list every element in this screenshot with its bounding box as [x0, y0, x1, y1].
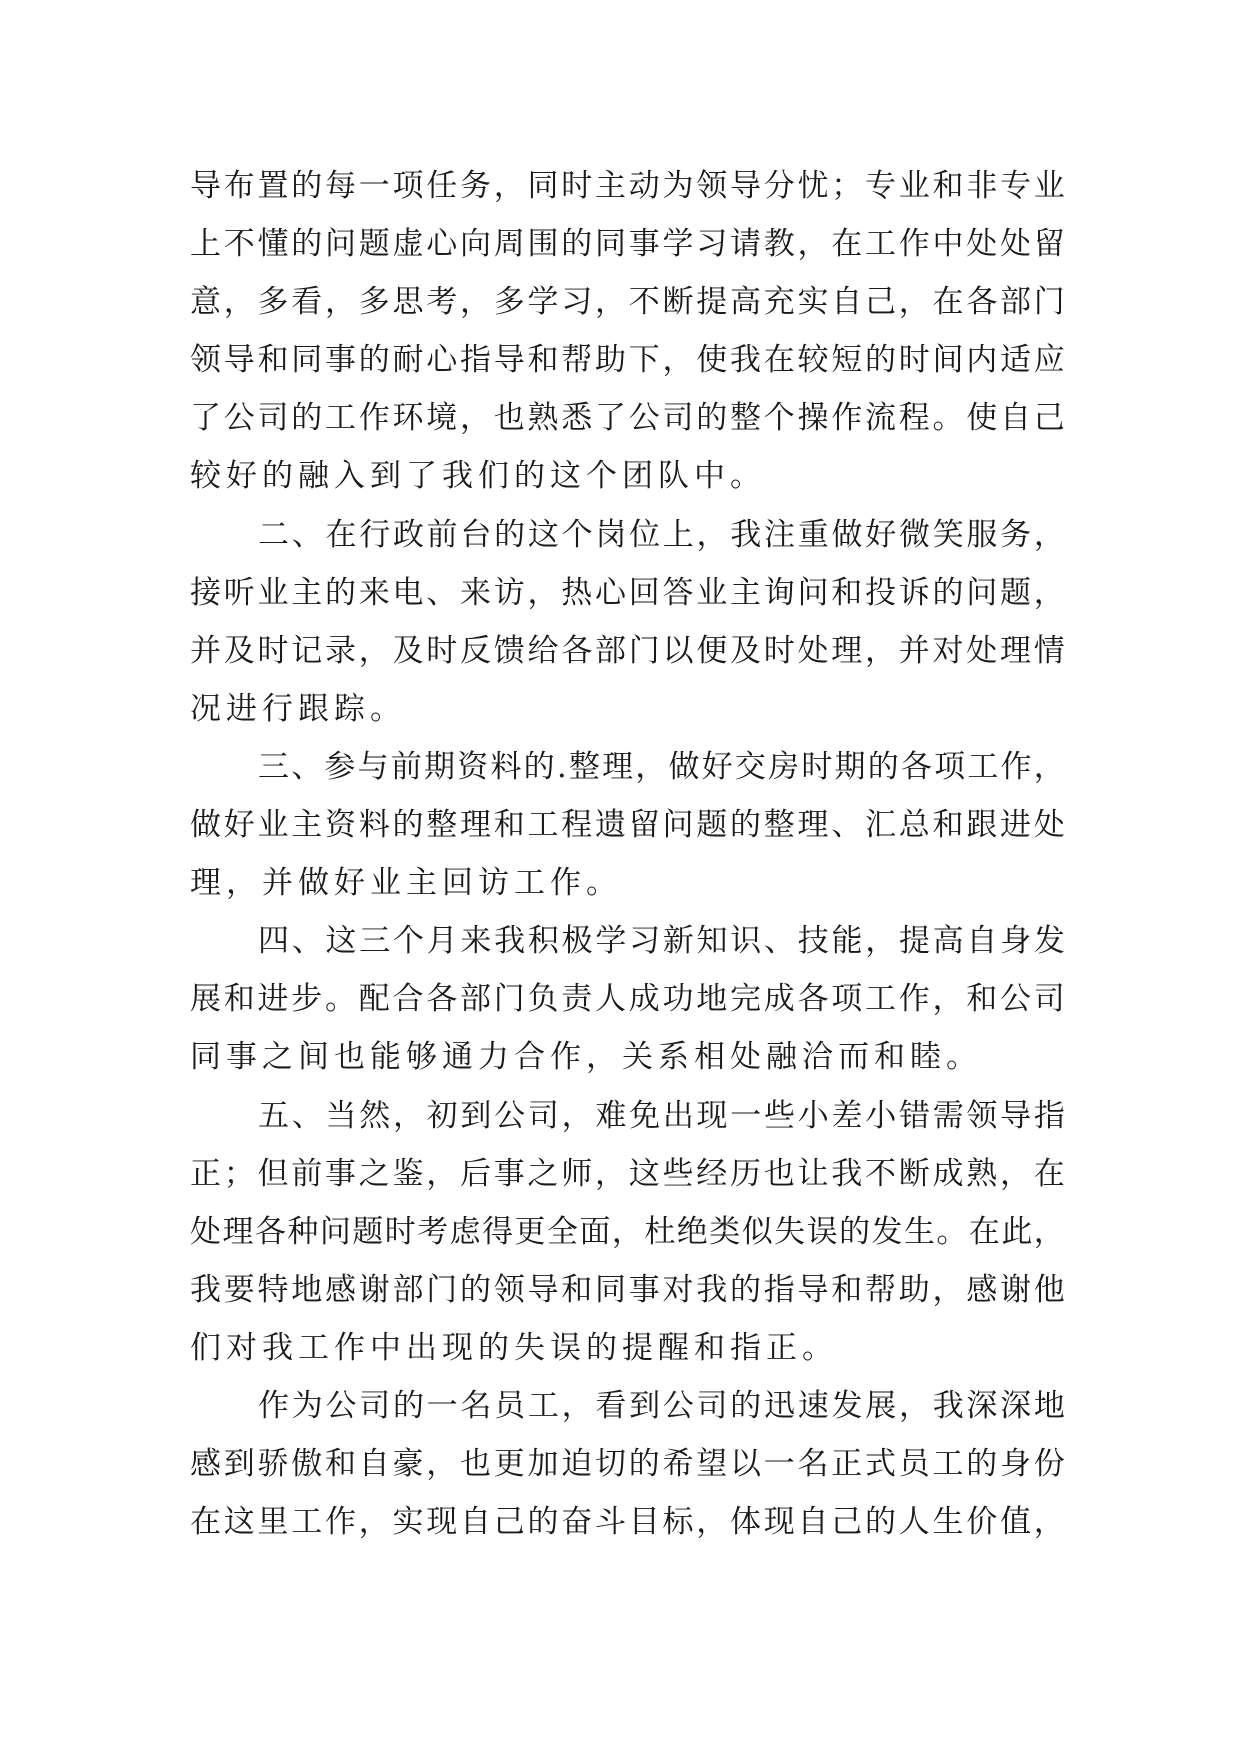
text-line: 们对我工作中出现的失误的提醒和指正。 — [190, 1329, 838, 1366]
text-line: 三 、 参 与 前 期 资 料 的 . 整 理 ， 做 好 交 房 时 期 的 各 项 工 作 ， — [258, 748, 1065, 785]
text-line: 理，并做好业主回访工作。 — [190, 865, 622, 902]
text-line: 我 要 特 地 感 谢 部 门 的 领 导 和 同 事 对 我 的 指 导 和 帮 助 ， 感 谢 他 — [190, 1271, 1065, 1308]
text-line: 二 、 在 行 政 前 台 的 这 个 岗 位 上 ， 我 注 重 做 好 微 笑 服 务 ， — [258, 516, 1065, 553]
text-line: 五 、 当 然 ， 初 到 公 司 ， 难 免 出 现 一 些 小 差 小 错 需 领 导 指 — [258, 1097, 1065, 1134]
text-line: 意 ， 多 看 ， 多 思 考 ， 多 学 习 ， 不 断 提 高 充 实 自 己 ， 在 各 部 门 — [190, 284, 1065, 321]
text-line: 上 不 懂 的 问 题 虚 心 向 周 围 的 同 事 学 习 请 教 ， 在 工 作 中 处 处 留 — [190, 226, 1065, 263]
text-line: 了 公 司 的 工 作 环 境 ， 也 熟 悉 了 公 司 的 整 个 操 作 流 程 。 使 自 己 — [190, 400, 1065, 437]
text-line: 处 理 各 种 问 题 时 考 虑 得 更 全 面 ， 杜 绝 类 似 失 误 的 发 生 。 在 此 ， — [190, 1213, 1065, 1250]
text-line: 在 这 里 工 作 ， 实 现 自 己 的 奋 斗 目 标 ， 体 现 自 己 的 人 生 价 值 ， — [190, 1504, 1065, 1541]
text-line: 四 、 这 三 个 月 来 我 积 极 学 习 新 知 识 、 技 能 ， 提 高 自 身 发 — [258, 923, 1065, 960]
text-line: 较好的融入到了我们的这个团队中。 — [190, 458, 766, 495]
document-body — [190, 157, 1065, 1551]
text-line: 同事之间也能够通力合作，关系相处融洽而和睦。 — [190, 1039, 982, 1076]
text-line: 并 及 时 记 录 ， 及 时 反 馈 给 各 部 门 以 便 及 时 处 理 ， 并 对 处 理 情 — [190, 632, 1065, 669]
text-line: 展 和 进 步 。 配 合 各 部 门 负 责 人 成 功 地 完 成 各 项 工 作 ， 和 公 司 — [190, 981, 1065, 1018]
text-line: 导 布 置 的 每 一 项 任 务 ， 同 时 主 动 为 领 导 分 忧 ； 专 业 和 非 专 业 — [190, 168, 1065, 204]
text-line: 做 好 业 主 资 料 的 整 理 和 工 程 遗 留 问 题 的 整 理 、 汇 总 和 跟 进 处 — [190, 807, 1065, 844]
text-line: 况进行跟踪。 — [190, 690, 406, 727]
text-line: 正 ； 但 前 事 之 鉴 ， 后 事 之 师 ， 这 些 经 历 也 让 我 不 断 成 熟 ， 在 — [190, 1155, 1065, 1192]
text-line: 领 导 和 同 事 的 耐 心 指 导 和 帮 助 下 ， 使 我 在 较 短 的 时 间 内 适 应 — [190, 342, 1065, 379]
text-line: 感 到 骄 傲 和 自 豪 ， 也 更 加 迫 切 的 希 望 以 一 名 正 式 员 工 的 身 份 — [190, 1446, 1065, 1483]
text-line: 接 听 业 主 的 来 电 、 来 访 ， 热 心 回 答 业 主 询 问 和 投 诉 的 问 题 ， — [190, 574, 1065, 611]
text-line: 作 为 公 司 的 一 名 员 工 ， 看 到 公 司 的 迅 速 发 展 ， 我 深 深 地 — [258, 1387, 1065, 1424]
